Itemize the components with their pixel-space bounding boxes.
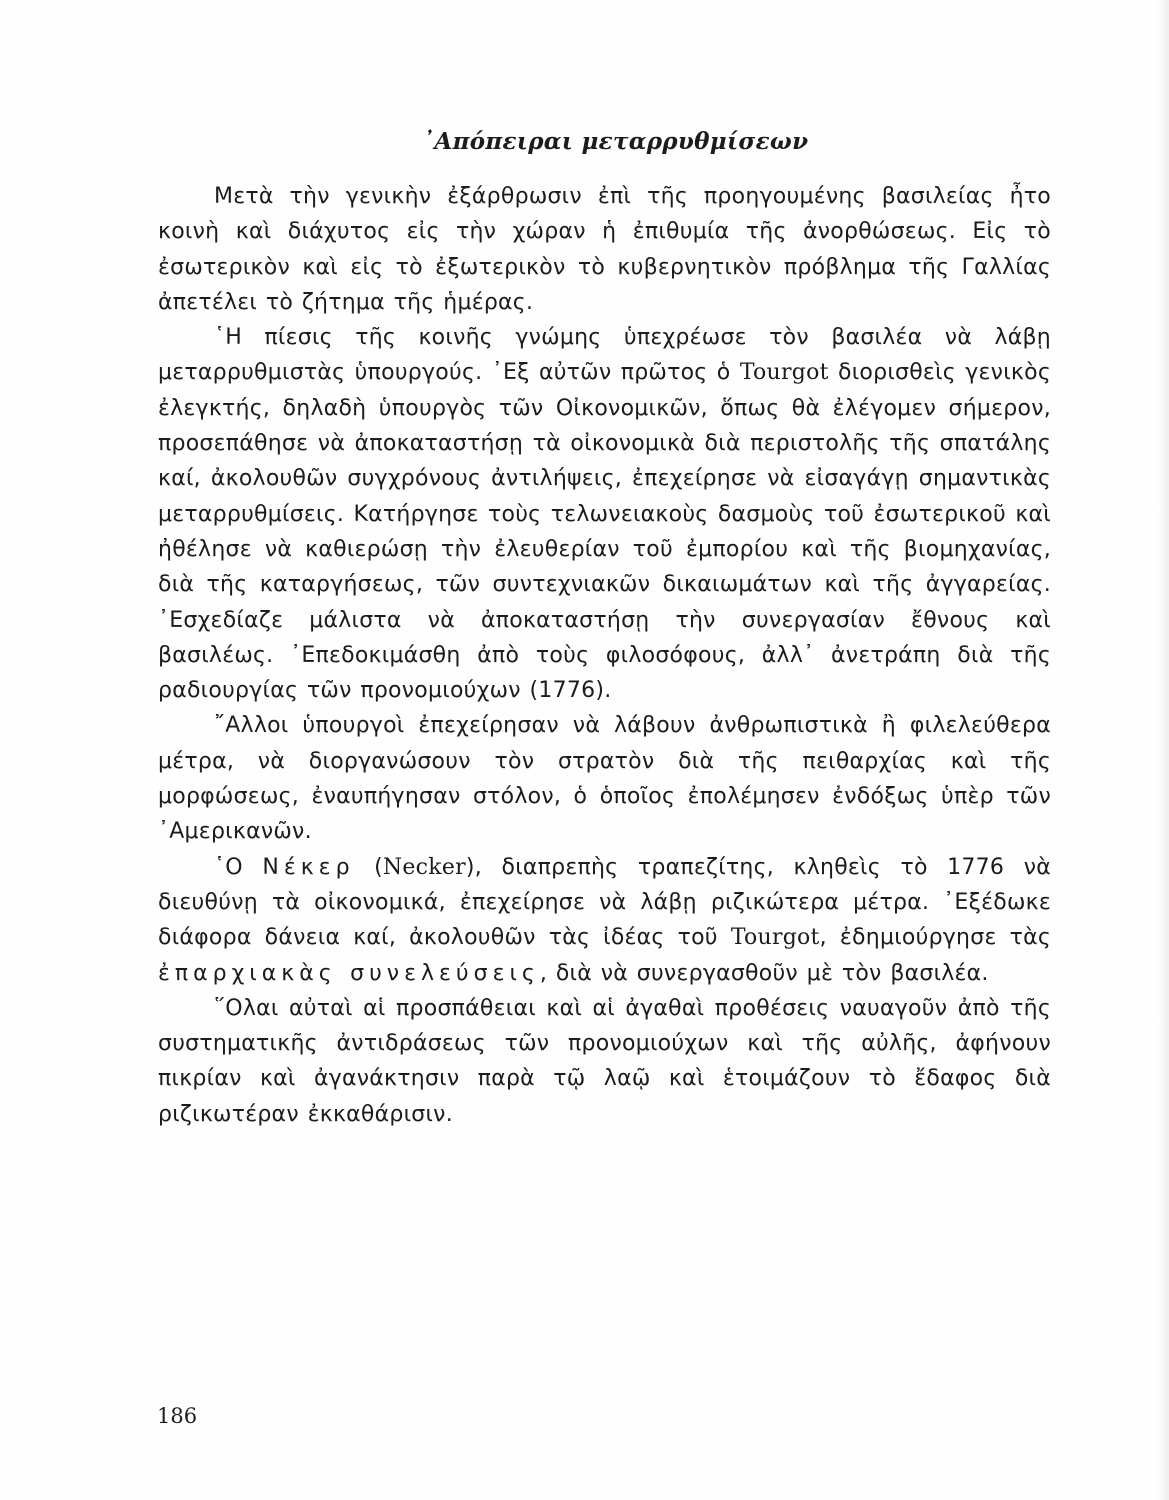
- page-number: 186: [157, 1404, 198, 1428]
- latin-name-necker: Necker: [382, 854, 466, 880]
- paragraph-text: , διὰ νὰ συνεργασθοῦν μὲ τὸν βασιλέα.: [539, 960, 989, 986]
- paragraph-3: [158, 708, 1051, 849]
- paragraph-2: [158, 320, 1051, 708]
- spaced-term-provincial-assemblies: ἐπαρχιακὰς συνελεύσεις: [158, 960, 540, 986]
- latin-name-tourgot: Tourgot: [739, 360, 829, 386]
- paragraph-text: , ἐδημιούργησε τὰς: [819, 925, 1052, 951]
- spaced-name-neker: Νέκερ: [262, 854, 355, 880]
- section-title: ᾿Απόπειραι μεταρρυθμίσεων: [422, 128, 809, 155]
- paragraph-text: ῾Ο: [214, 854, 263, 880]
- paragraph-text: ), διαπρεπὴς τραπεζίτης, κληθεὶς τὸ 1776 νὰ διευθύνῃ τὰ οἰκονομικά, ἐπεχείρησε νὰ λάβῃ ριζικώτερα μέτρα. ᾿Εξέδωκε διάφορα δάνεια καί, ἀκολουθῶν τὰς ἰδέας τοῦ: [158, 854, 1052, 951]
- paragraph-text: Μετὰ τὴν γενικὴν ἐξάρθρωσιν ἐπὶ τῆς προηγουμένης βασιλείας ἦτο κοινὴ καὶ διάχυτος εἰς τὴν χώραν ἡ ἐπιθυμία τῆς ἀνορθώσεως. Εἰς τὸ ἐσωτερικὸν καὶ εἰς τὸ ἐξωτερικὸν τὸ κυβερνητικὸν πρόβλημα τῆς Γαλλίας ἀπετέλει τὸ ζήτημα τῆς ἡμέρας.: [158, 184, 1051, 315]
- paragraph-text: ῞Ολαι αὐταὶ αἱ προσπάθειαι καὶ αἱ ἀγαθαὶ προθέσεις ναυαγοῦν ἀπὸ τῆς συστηματικῆς ἀντιδράσεως τῶν προνομιούχων καὶ τῆς αὐλῆς, ἀφήνουν πικρίαν καὶ ἀγανάκτησιν παρὰ τῷ λαῷ καὶ ἑτοιμάζουν τὸ ἔδαφος διὰ ριζικωτέραν ἐκκαθάρισιν.: [158, 995, 1051, 1127]
- page-edge-shadow: [1157, 0, 1169, 1500]
- paragraph-text: (: [354, 854, 383, 880]
- paragraph-1: [158, 179, 1051, 320]
- latin-name-tourgot: Tourgot: [730, 925, 820, 951]
- paragraph-5: [158, 991, 1051, 1132]
- paragraph-text: ῾Η πίεσις τῆς κοινῆς γνώμης ὑπεχρέωσε τὸν βασιλέα νὰ λάβῃ μεταρρυθμιστὰς ὑπουργούς. ᾿Εξ αὐτῶν πρῶτος ὁ: [158, 325, 1051, 386]
- paragraph-text: διορισθεὶς γενικὸς ἐλεγκτής, δηλαδὴ ὑπουργὸς τῶν Οἰκονομικῶν, ὅπως θὰ ἐλέγομεν σήμερον, προσεπάθησε νὰ ἀποκαταστήσῃ τὰ οἰκονομικὰ διὰ περιστολῆς τῆς σπατάλης καί, ἀκολουθῶν συγχρόνους ἀντιλήψεις, ἐπεχείρησε νὰ εἰσαγάγῃ σημαντικὰς μεταρρυθμίσεις. Κατήργησε τοὺς τελωνειακοὺς δασμοὺς τοῦ ἐσωτερικοῦ καὶ ἠθέλησε νὰ καθιερώσῃ τὴν ἐλευθερίαν τοῦ ἐμπορίου καὶ τῆς βιομηχανίας, διὰ τῆς καταργήσεως, τῶν συντεχνιακῶν δικαιωμάτων καὶ τῆς ἀγγαρείας. ᾿Εσχεδίαζε μάλιστα νὰ ἀποκαταστήσῃ τὴν συνεργασίαν ἔθνους καὶ βασιλέως. ᾿Επεδοκιμάσθη ἀπὸ τοὺς φιλοσόφους, ἀλλ᾿ ἀνετράπη διὰ τῆς ραδιουργίας τῶν προνομιούχων (1776).: [158, 360, 1051, 704]
- paragraph-text: ῎Αλλοι ὑπουργοὶ ἐπεχείρησαν νὰ λάβουν ἀνθρωπιστικὰ ἢ φιλελεύθερα μέτρα, νὰ διοργανώσουν τὸν στρατὸν διὰ τῆς πειθαρχίας καὶ τῆς μορφώσεως, ἐναυπήγησαν στόλον, ὁ ὁποῖος ἐπολέμησεν ἐνδόξως ὑπὲρ τῶν ᾿Αμερικανῶν.: [158, 713, 1051, 845]
- page-content: [158, 128, 1051, 1132]
- paragraph-4: [158, 850, 1051, 991]
